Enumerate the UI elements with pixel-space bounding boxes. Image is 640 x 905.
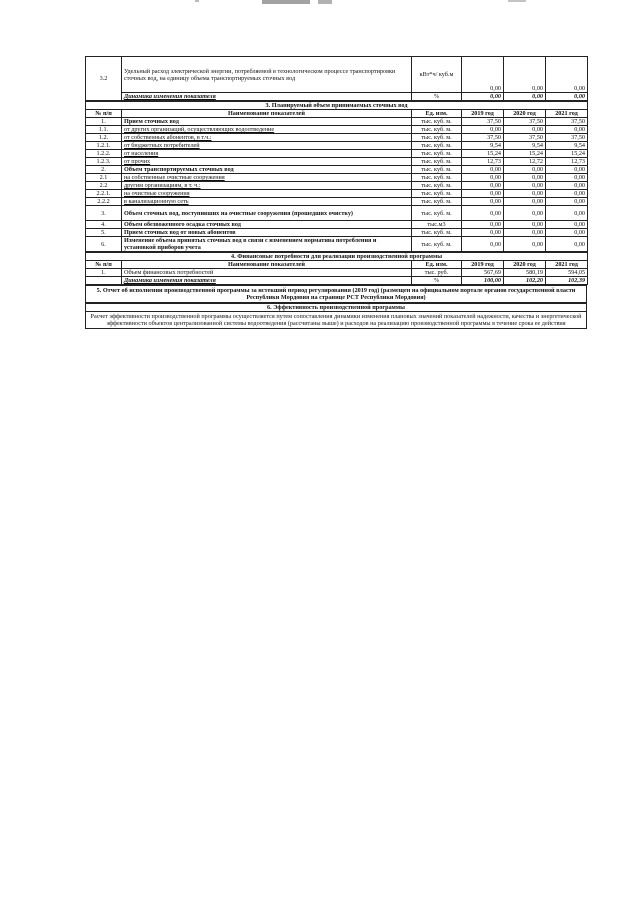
header-unit: Ед. изм. — [412, 110, 462, 118]
value-2020: 580,19 — [504, 269, 546, 277]
row-name: на очистные сооружения — [122, 190, 412, 198]
table-row — [86, 93, 588, 101]
scan-artifact — [262, 0, 310, 4]
row-unit: тыс. куб. м. — [412, 182, 462, 190]
table-row — [86, 229, 588, 237]
table-row — [86, 57, 588, 93]
header-number: № п/п — [86, 261, 122, 269]
header-2021: 2021 год — [546, 110, 588, 118]
value-2021: 9,54 — [546, 142, 588, 150]
value-2019: 12,73 — [462, 158, 504, 166]
row-name: другим организациям, в т. ч.: — [122, 182, 412, 190]
value-2021: 0,00 — [546, 182, 588, 190]
table-row — [86, 206, 588, 221]
table-row — [86, 126, 588, 134]
value-2019: 15,24 — [462, 150, 504, 158]
row-name: Объем обезвоженного осадка сточных вод — [122, 221, 412, 229]
row-name: Объем сточных вод, поступивших на очистные сооружения (прошедших очистку) — [122, 206, 412, 221]
row-unit: тыс. куб. м. — [412, 126, 462, 134]
dynamics-2020: 0,00 — [504, 93, 546, 101]
document — [85, 56, 587, 329]
value-2021: 0,00 — [546, 57, 588, 93]
row-unit: тыс. куб. м. — [412, 198, 462, 206]
value-2020: 0,00 — [504, 57, 546, 93]
row-unit: кВт*ч/ куб.м — [412, 57, 462, 93]
value-2019: 0,00 — [462, 190, 504, 198]
table-header-row — [86, 261, 588, 269]
row-number: 5. — [86, 229, 122, 237]
scan-artifact — [318, 0, 332, 4]
row-number: 6. — [86, 237, 122, 252]
value-2019: 0,00 — [462, 198, 504, 206]
header-name: Наименование показателей — [122, 261, 412, 269]
row-unit: тыс. куб. м. — [412, 166, 462, 174]
table-row — [86, 158, 588, 166]
row-name: от прочих — [122, 158, 412, 166]
value-2021: 0,00 — [546, 174, 588, 182]
table-section-3 — [85, 101, 588, 252]
section-title: 4. Финансовые потребности для реализации производственной программы — [86, 253, 588, 261]
value-2019: 0,00 — [462, 229, 504, 237]
row-number: 2.1 — [86, 174, 122, 182]
row-unit: тыс. куб. м. — [412, 229, 462, 237]
row-unit: тыс. куб. м. — [412, 150, 462, 158]
dynamics-unit: % — [412, 93, 462, 101]
row-number: 1.2.3. — [86, 158, 122, 166]
value-2019: 37,50 — [462, 134, 504, 142]
table-row — [86, 166, 588, 174]
scan-artifact — [508, 0, 526, 2]
header-number: № п/п — [86, 110, 122, 118]
table-row — [86, 277, 588, 285]
row-name: от бюджетных потребителей — [122, 142, 412, 150]
row-name: Прием сточных вод от новых абонентов — [122, 229, 412, 237]
value-2020: 37,50 — [504, 134, 546, 142]
row-unit: тыс. руб. — [412, 269, 462, 277]
dynamics-2021: 102,39 — [546, 277, 588, 285]
row-number: 1. — [86, 118, 122, 126]
row-name: от населения — [122, 150, 412, 158]
row-name: Объем финансовых потребностей — [122, 269, 412, 277]
section-title: 6. Эффективность производственной программы — [86, 304, 587, 312]
row-unit: тыс. куб. м. — [412, 190, 462, 198]
dynamics-2019: 0,00 — [462, 93, 504, 101]
value-2020: 0,00 — [504, 190, 546, 198]
value-2019: 0,00 — [462, 57, 504, 93]
value-2020: 0,00 — [504, 198, 546, 206]
header-2020: 2020 год — [504, 261, 546, 269]
row-name: на собственные очистные сооружения — [122, 174, 412, 182]
table-row — [86, 190, 588, 198]
header-name: Наименование показателей — [122, 110, 412, 118]
row-number: 2. — [86, 166, 122, 174]
row-name: Прием сточных вод — [122, 118, 412, 126]
value-2021: 594,05 — [546, 269, 588, 277]
row-unit: тыс. куб. м. — [412, 134, 462, 142]
table-row — [86, 134, 588, 142]
value-2021: 0,00 — [546, 166, 588, 174]
value-2019: 0,00 — [462, 206, 504, 221]
value-2021: 37,50 — [546, 118, 588, 126]
value-2019: 0,00 — [462, 182, 504, 190]
section-5-text: 5. Отчет об исполнении производственной программы за истекший период регулирования (2019 год) (размещен на официальном портале органов государственной власти Республики Мордовия на странице РСТ Республики Мордовия) — [86, 286, 587, 303]
table-row — [86, 142, 588, 150]
value-2020: 0,00 — [504, 174, 546, 182]
row-unit: тыс. куб. м. — [412, 158, 462, 166]
row-number: 4. — [86, 221, 122, 229]
row-unit: тыс. куб. м. — [412, 174, 462, 182]
value-2021: 0,00 — [546, 126, 588, 134]
value-2019: 0,00 — [462, 166, 504, 174]
row-number: 1.2. — [86, 134, 122, 142]
table-section-4 — [85, 252, 588, 285]
section-title: 3. Планируемый объем принимаемых сточных вод — [86, 102, 588, 110]
row-number: 1. — [86, 269, 122, 277]
value-2020: 0,00 — [504, 166, 546, 174]
table-section-5 — [85, 285, 587, 303]
value-2021: 0,00 — [546, 198, 588, 206]
header-2020: 2020 год — [504, 110, 546, 118]
row-name: Изменение объема принятых сточных вод в связи с изменением норматива потребления и установкой приборов учета — [122, 237, 412, 252]
value-2020: 0,00 — [504, 126, 546, 134]
value-2019: 0,00 — [462, 237, 504, 252]
row-unit: тыс. куб. м. — [412, 206, 462, 221]
value-2020: 9,54 — [504, 142, 546, 150]
table-section-6 — [85, 303, 587, 329]
table-row — [86, 237, 588, 252]
row-number: 2.2 — [86, 182, 122, 190]
row-unit: тыс.м3 — [412, 221, 462, 229]
row-unit: тыс. куб. м. — [412, 142, 462, 150]
table-row — [86, 174, 588, 182]
value-2020: 12,72 — [504, 158, 546, 166]
value-2019: 37,50 — [462, 118, 504, 126]
value-2020: 0,00 — [504, 229, 546, 237]
section-6-text: Расчет эффективности производственной программы осуществляется путем сопоставления динамики изменения плановых значений показателей надежности, качества и энергетической эффективности объектов централизованной системы водоотведения (рассчитаны выше) и расходов на реализацию производственной программы в течение срока ее действия — [86, 312, 587, 329]
header-unit: Ед. изм. — [412, 261, 462, 269]
row-unit: тыс. куб. м. — [412, 237, 462, 252]
dynamics-label: Динамика изменения показателя — [122, 93, 412, 101]
value-2021: 0,00 — [546, 229, 588, 237]
row-name: от собственных абонентов, в т.ч.: — [122, 134, 412, 142]
table-row — [86, 182, 588, 190]
dynamics-2021: 0,00 — [546, 93, 588, 101]
row-number: 1.1. — [86, 126, 122, 134]
dynamics-label: Динамика изменения показателя — [122, 277, 412, 285]
value-2021: 0,00 — [546, 206, 588, 221]
value-2021: 37,50 — [546, 134, 588, 142]
value-2021: 0,00 — [546, 237, 588, 252]
table-row — [86, 269, 588, 277]
value-2020: 0,00 — [504, 182, 546, 190]
table-row — [86, 118, 588, 126]
row-number: 3.2 — [86, 57, 122, 101]
section-3-body — [86, 118, 588, 252]
table-row — [86, 221, 588, 229]
dynamics-2020: 102,20 — [504, 277, 546, 285]
table-row — [86, 198, 588, 206]
header-2019: 2019 год — [462, 110, 504, 118]
row-unit: тыс. куб. м. — [412, 118, 462, 126]
table-row — [86, 150, 588, 158]
row-number: 1.2.2. — [86, 150, 122, 158]
value-2019: 0,00 — [462, 126, 504, 134]
header-2019: 2019 год — [462, 261, 504, 269]
row-number: 3. — [86, 206, 122, 221]
table-header-row — [86, 110, 588, 118]
value-2020: 37,50 — [504, 118, 546, 126]
dynamics-unit: % — [412, 277, 462, 285]
row-name: Удельный расход электрической энергии, потребляемой в технологическом процессе транспортировки сточных вод, на единицу объема транспортируемых сточных вод — [122, 57, 412, 93]
value-2020: 0,00 — [504, 221, 546, 229]
value-2019: 0,00 — [462, 174, 504, 182]
row-name: Объем транспортируемых сточных вод — [122, 166, 412, 174]
value-2019: 0,00 — [462, 221, 504, 229]
header-2021: 2021 год — [546, 261, 588, 269]
row-name: от других организаций, осуществляющих водоотведение — [122, 126, 412, 134]
row-name: в канализационную сеть — [122, 198, 412, 206]
row-number: 1.2.1. — [86, 142, 122, 150]
value-2021: 15,24 — [546, 150, 588, 158]
value-2019: 567,69 — [462, 269, 504, 277]
value-2020: 15,24 — [504, 150, 546, 158]
value-2020: 0,00 — [504, 237, 546, 252]
value-2021: 0,00 — [546, 221, 588, 229]
value-2019: 9,54 — [462, 142, 504, 150]
value-2021: 0,00 — [546, 190, 588, 198]
row-number: 2.2.1. — [86, 190, 122, 198]
scan-artifact — [195, 0, 199, 2]
dynamics-2019: 100,00 — [462, 277, 504, 285]
row-number: 2.2.2 — [86, 198, 122, 206]
table-section-3-2 — [85, 56, 588, 101]
value-2021: 12,73 — [546, 158, 588, 166]
value-2020: 0,00 — [504, 206, 546, 221]
